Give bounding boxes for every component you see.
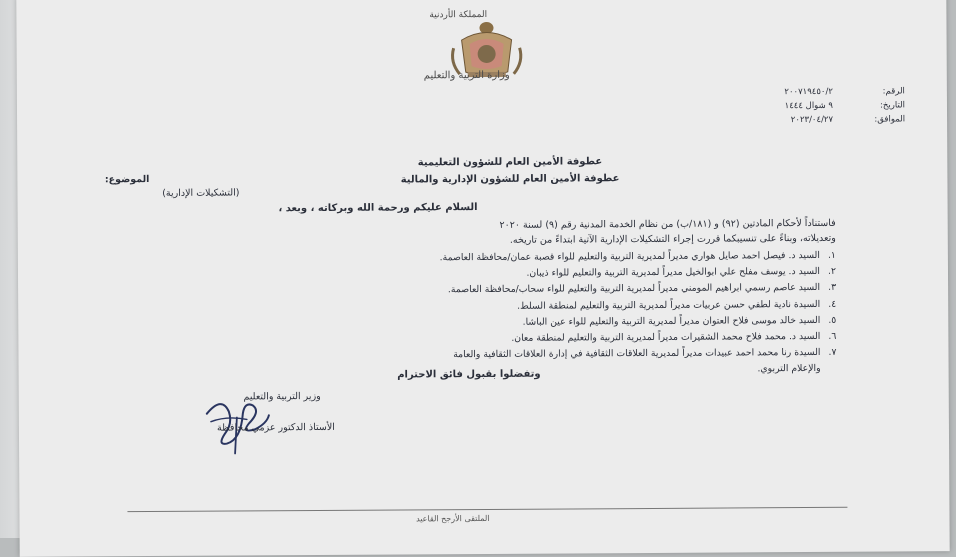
kingdom-header-text: المملكة الأردنية bbox=[429, 9, 488, 21]
item-number: ٧. bbox=[828, 347, 837, 359]
gregorian-date: ٢٠٢٣/٠٤/٢٧ bbox=[790, 114, 834, 126]
reference-block bbox=[784, 84, 905, 127]
appointments-list bbox=[440, 248, 837, 380]
footer-text: الملتقى الأرجح القاعيد bbox=[416, 513, 490, 524]
item-text: السيد د. محمد فلاح محمد الشقيرات مديراً لمديرية التربية والتعليم لمنطقة معان. bbox=[511, 330, 821, 344]
intro-paragraph bbox=[499, 216, 835, 248]
signatory-title: وزير التربية والتعليم bbox=[243, 390, 321, 403]
corresponding-date-row bbox=[784, 112, 905, 127]
intro-line: وتعديلاته، وبناءً على تنسيبكما قررت إجراء التشكيلات الإدارية الآتية ابتداءً من تاريخه. bbox=[509, 232, 836, 246]
greeting: السلام عليكم ورحمة الله وبركاته ، وبعد ، bbox=[278, 202, 478, 215]
subject-value: (التشكيلات الإدارية) bbox=[162, 187, 240, 199]
letter-page bbox=[16, 0, 949, 557]
item-text: السيد د. فيصل احمد صايل هواري مديراً لمديرية التربية والتعليم للواء قصبة عمان/محافظة العاصمة. bbox=[439, 249, 820, 264]
item-number: ٦. bbox=[828, 330, 837, 342]
item-number: ٤. bbox=[828, 298, 837, 310]
item-number: ٥. bbox=[828, 314, 837, 326]
item-text: السيد د. يوسف مفلح علي ابوالخيل مديراً لمديرية التربية والتعليم للواء ذيبان. bbox=[526, 266, 821, 279]
list-item bbox=[440, 280, 836, 299]
signatory-name: الأستاذ الدكتور عزمي محافظة bbox=[216, 421, 335, 434]
item-number: ٢. bbox=[827, 266, 837, 278]
date-row bbox=[784, 98, 905, 113]
item-text: والإعلام التربوي. bbox=[757, 363, 821, 375]
subject-label: الموضوع: bbox=[104, 174, 150, 186]
item-text: السيدة رنا محمد احمد عبيدات مديراً لمديرية العلاقات الثقافية في إدارة العلاقات الثقافية والعامة bbox=[453, 347, 821, 361]
corresponding-label: الموافق: bbox=[874, 114, 906, 125]
addressee-block bbox=[401, 153, 620, 188]
reference-number-row bbox=[784, 84, 905, 99]
item-number: ٣. bbox=[828, 282, 837, 294]
item-text: السيد خالد موسى فلاح العتوان مديراً لمديرية التربية والتعليم للواء عين الباشا. bbox=[522, 314, 821, 328]
reference-label: الرقم: bbox=[882, 86, 905, 97]
item-text: السيدة نادية لطفي حسن عربيات مديراً لمديرية التربية والتعليم لمنطقة السلط. bbox=[517, 298, 821, 312]
closing-line: وتفضلوا بقبول فائق الاحترام bbox=[397, 368, 541, 381]
hijri-date: ٩ شوال ١٤٤٤ bbox=[784, 100, 834, 112]
addressee-line: عطوفة الأمين العام للشؤون التعليمية bbox=[417, 156, 603, 169]
intro-line: فاستناداً لأحكام المادتين (٩٢) و (١٨١/ب) من نظام الخدمة المدنية رقم (٩) لسنة ٢٠٢٠ bbox=[499, 217, 836, 231]
footer-divider bbox=[127, 507, 847, 512]
item-text: السيد عاصم رسمي ابراهيم المومني مديراً لمديرية التربية والتعليم للواء سحاب/محافظة العاصمة. bbox=[447, 282, 821, 296]
date-label: التاريخ: bbox=[880, 100, 906, 111]
reference-value: ٢٠٠٧١٩٤٥٠/٢ bbox=[784, 86, 833, 98]
item-number: ١. bbox=[827, 249, 836, 261]
addressee-line: عطوفة الأمين العام للشؤون الإدارية والمالية bbox=[400, 173, 620, 186]
ministry-name: وزارة التربية والتعليم bbox=[423, 69, 510, 82]
